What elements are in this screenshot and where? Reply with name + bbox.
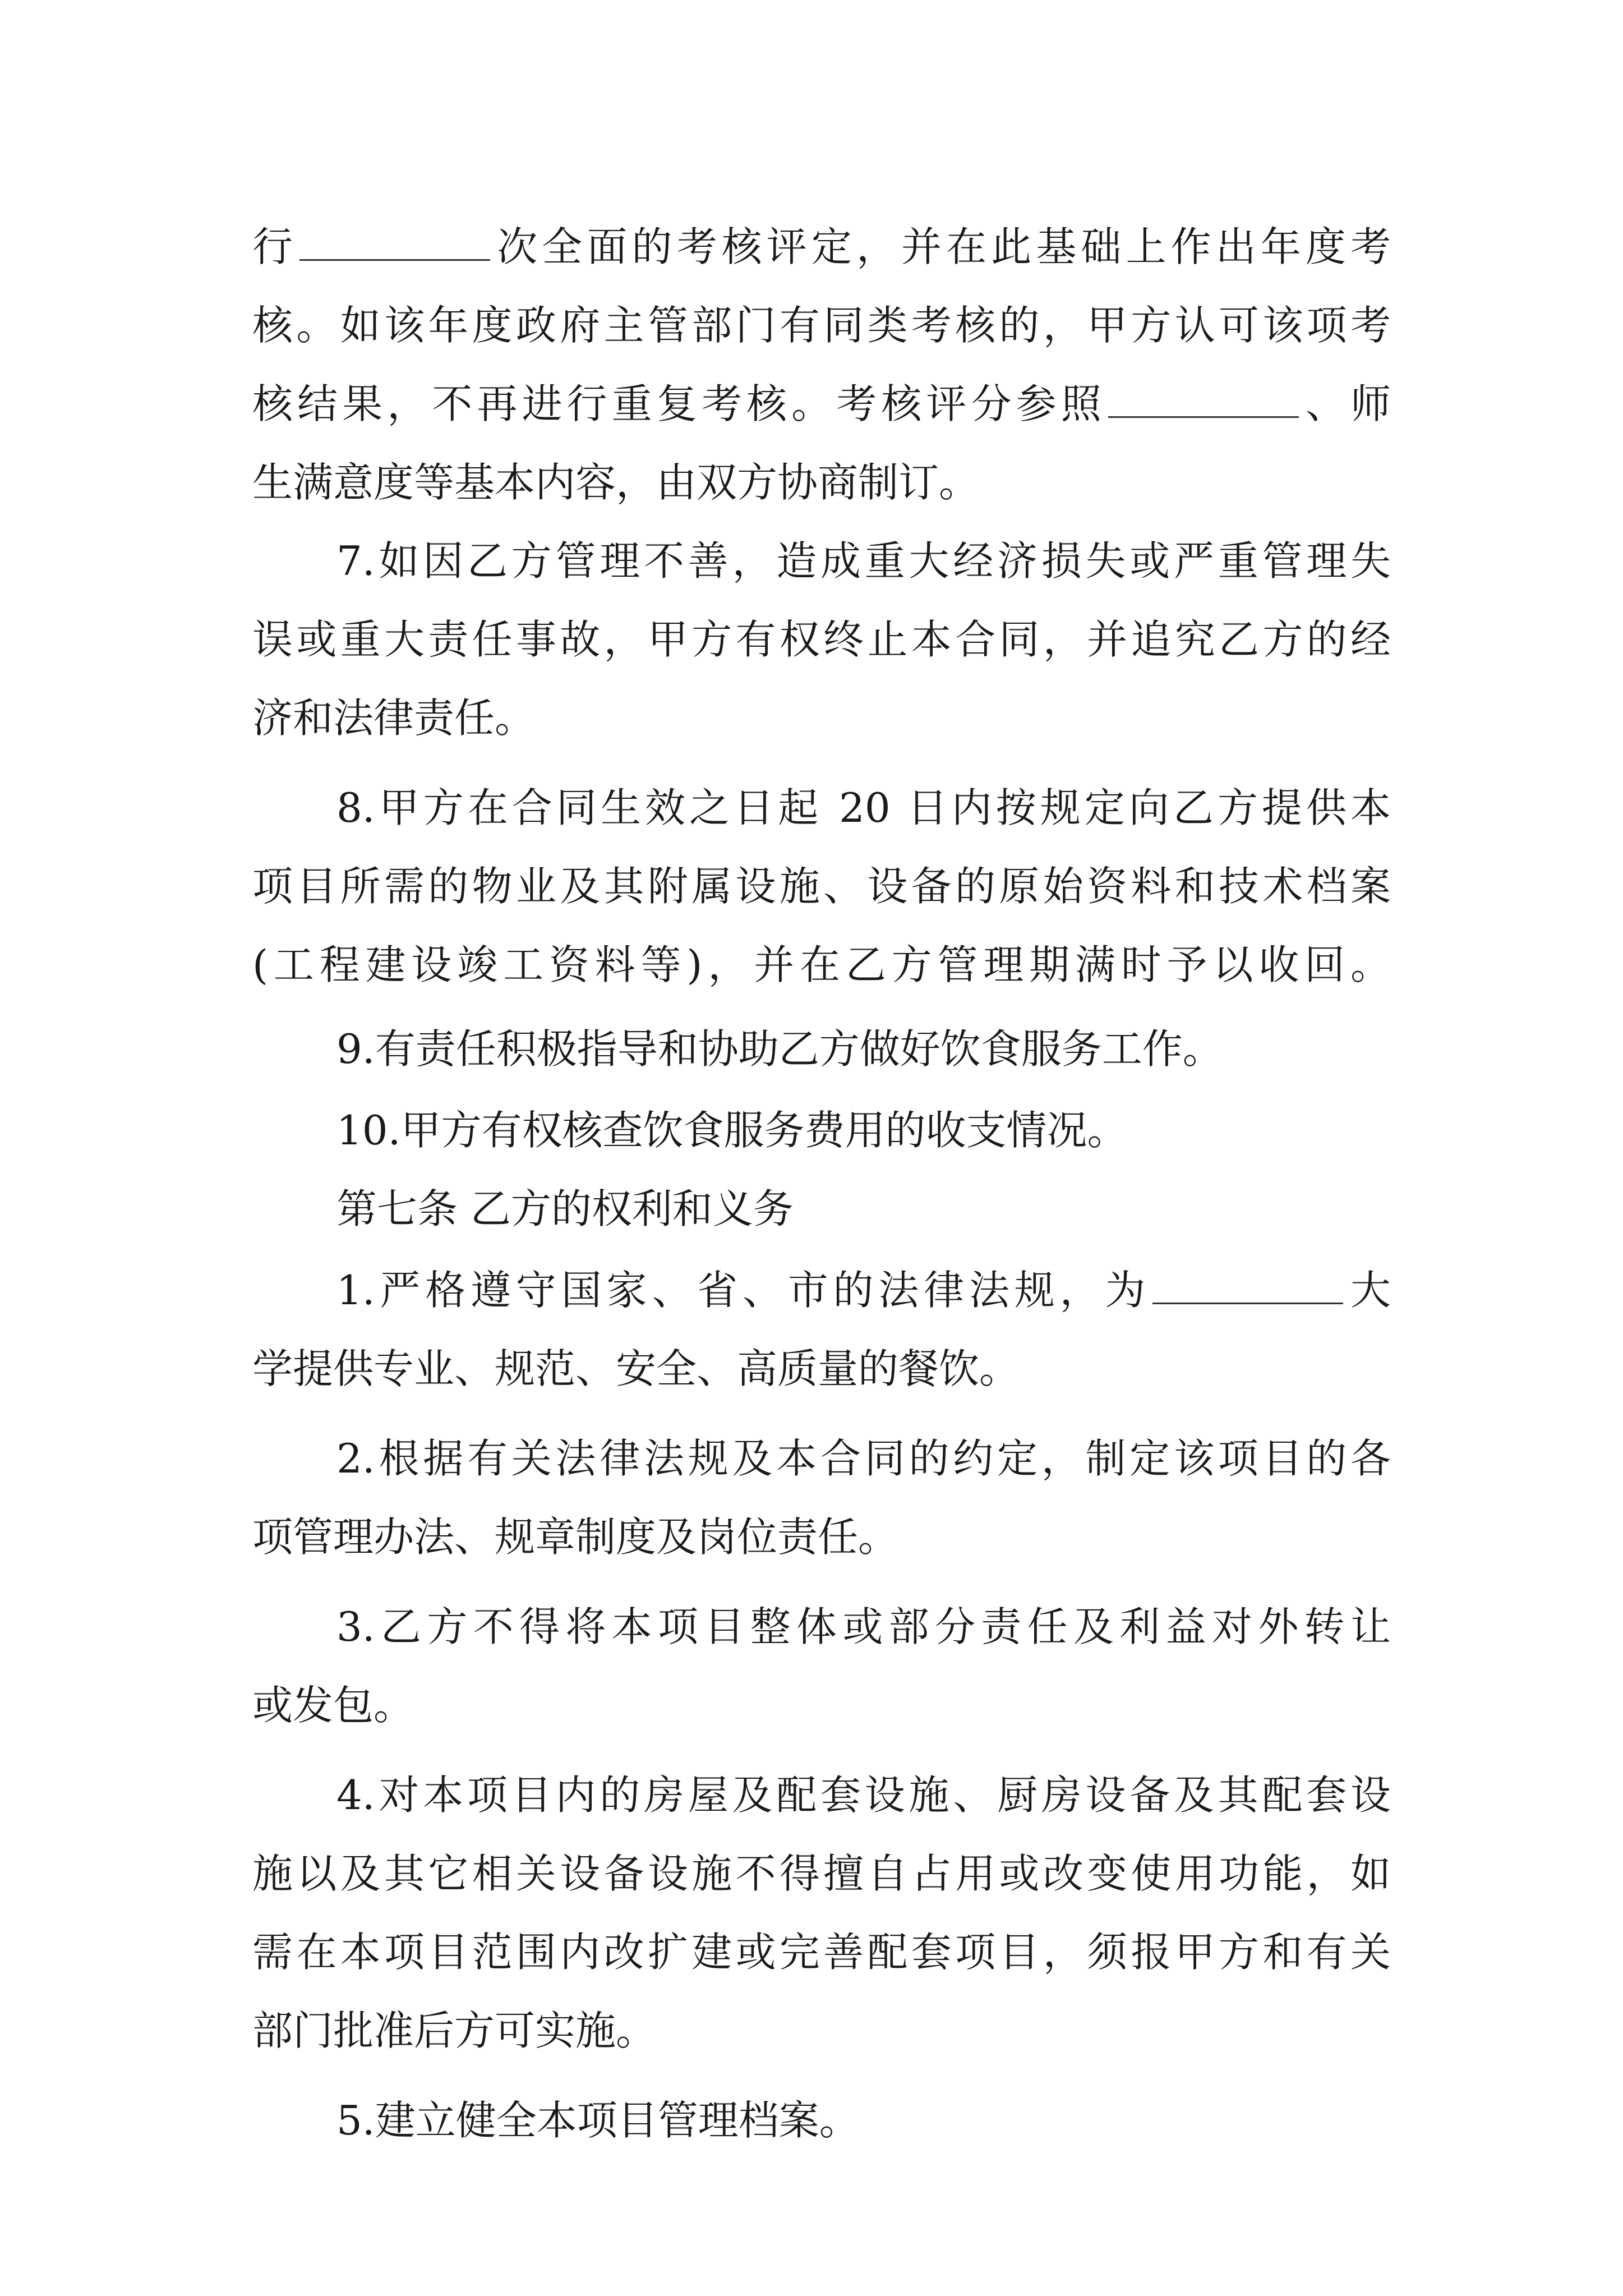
fill-in-blank xyxy=(1152,1269,1343,1304)
paragraph-line: 2.根据有关法律法规及本合同的约定，制定该项目的各 xyxy=(336,1435,1391,1482)
paragraph-line: 7.如因乙方管理不善，造成重大经济损失或严重管理失 xyxy=(336,537,1391,585)
paragraph-line: 核。如该年度政府主管部门有同类考核的，甲方认可该项考 xyxy=(252,302,1391,349)
paragraph-line: (工程建设竣工资料等)，并在乙方管理期满时予以收回。 xyxy=(252,941,1391,988)
section-heading: 第七条 乙方的权利和义务 xyxy=(336,1185,794,1232)
paragraph-line xyxy=(252,208,1391,286)
line-text: 次全面的考核评定，并在此基础上作出年度考 xyxy=(492,223,1391,270)
paragraph-line: 8.甲方在合同生效之日起 20 日内按规定向乙方提供本 xyxy=(336,784,1391,831)
line-text: 行 xyxy=(252,223,298,270)
paragraph-line: 施以及其它相关设备设施不得擅自占用或改变使用功能，如 xyxy=(252,1850,1391,1897)
paragraph-line: 误或重大责任事故，甲方有权终止本合同，并追究乙方的经 xyxy=(252,616,1391,663)
paragraph-line: 3.乙方不得将本项目整体或部分责任及利益对外转让 xyxy=(336,1603,1391,1650)
paragraph-line: 生满意度等基本内容，由双方协商制订。 xyxy=(252,459,980,506)
paragraph-line: 部门批准后方可实施。 xyxy=(252,2007,657,2054)
paragraph-line: 10.甲方有权核查饮食服务费用的收支情况。 xyxy=(336,1107,1128,1154)
paragraph-line: 9.有责任积极指导和协助乙方做好饮食服务工作。 xyxy=(336,1025,1223,1073)
paragraph-line xyxy=(336,1251,1391,1329)
paragraph-line: 或发包。 xyxy=(252,1682,414,1729)
paragraph-line: 4.对本项目内的房屋及配套设施、厨房设备及其配套设 xyxy=(336,1772,1391,1819)
paragraph-line: 济和法律责任。 xyxy=(252,694,536,742)
line-text: 核结果，不再进行重复考核。考核评分参照 xyxy=(252,380,1106,427)
fill-in-blank xyxy=(299,226,490,261)
paragraph-line: 项目所需的物业及其附属设施、设备的原始资料和技术档案 xyxy=(252,863,1391,910)
paragraph-line: 5.建立健全本项目管理档案。 xyxy=(336,2097,860,2144)
line-text: 、师 xyxy=(1301,380,1391,427)
paragraph-line: 需在本项目范围内改扩建或完善配套项目，须报甲方和有关 xyxy=(252,1929,1391,1976)
line-text: 大 xyxy=(1345,1267,1391,1314)
paragraph-line: 学提供专业、规范、安全、高质量的餐饮。 xyxy=(252,1345,1020,1392)
line-text: 1.严格遵守国家、省、市的法律法规，为 xyxy=(336,1267,1151,1314)
paragraph-line: 项管理办法、规章制度及岗位责任。 xyxy=(252,1513,899,1561)
fill-in-blank xyxy=(1108,383,1299,418)
paragraph-line xyxy=(252,365,1391,443)
